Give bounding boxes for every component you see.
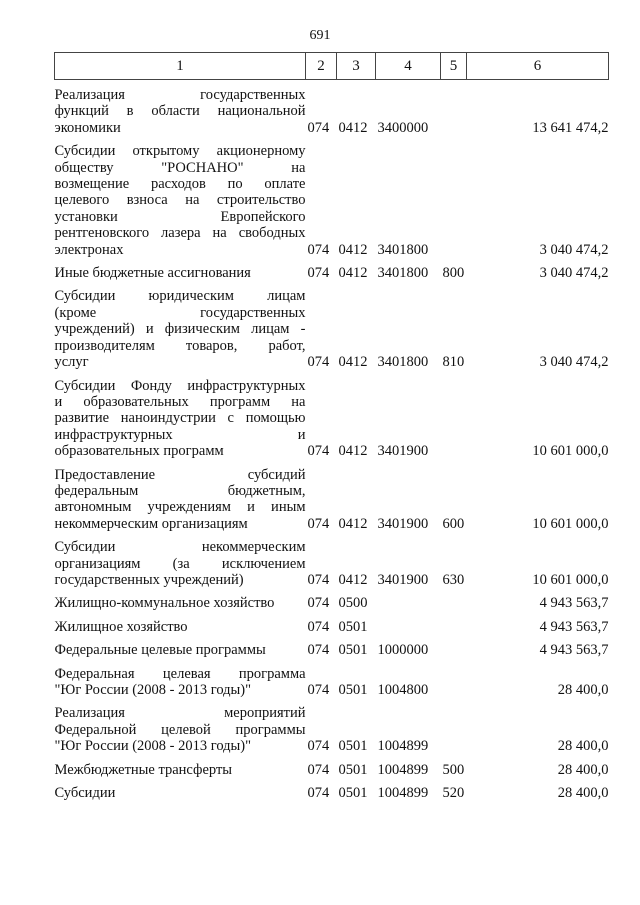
description-line: Предоставление субсидий <box>54 466 306 483</box>
table-row <box>55 532 609 588</box>
cell-c2: 074 <box>307 354 330 371</box>
cell-c4: 3401800 <box>377 354 429 371</box>
description-line: Субсидии Фонду инфраструктурных <box>54 377 306 394</box>
description-line: Субсидии открытому акционерному <box>54 143 306 160</box>
description-line: Субсидии <box>54 785 116 802</box>
cell-c4: 1004899 <box>377 785 429 802</box>
cell-c2: 074 <box>307 642 330 659</box>
table-row <box>55 778 609 801</box>
description-line: услуг <box>54 354 89 371</box>
cell-c6: 3 040 474,2 <box>539 241 609 258</box>
table-row <box>55 281 609 370</box>
description-line: Межбюджетные трансферты <box>54 761 233 778</box>
cell-c6: 13 641 474,2 <box>532 119 609 136</box>
cell-c5: 500 <box>442 761 465 778</box>
cell-c3: 0500 <box>338 595 368 612</box>
cell-c2: 074 <box>307 618 330 635</box>
cell-c5 <box>441 80 467 137</box>
cell-c4: 3400000 <box>377 119 429 136</box>
cell-c6: 4 943 563,7 <box>539 595 609 612</box>
cell-c4: 1004899 <box>377 761 429 778</box>
cell-c6: 28 400,0 <box>557 761 609 778</box>
description-line: целевого взноса на строительство <box>54 192 306 209</box>
cell-c5 <box>441 136 467 258</box>
cell-c5 <box>441 635 467 658</box>
cell-c5: 600 <box>442 515 465 532</box>
cell-c5 <box>441 588 467 611</box>
cell-c5 <box>441 612 467 635</box>
description-line: функций в области национальной <box>54 103 306 120</box>
page-number: 691 <box>309 28 331 43</box>
row-description <box>55 532 306 588</box>
row-description <box>55 460 306 533</box>
row-description <box>55 698 306 754</box>
description-line: (кроме государственных <box>54 304 306 321</box>
description-line: рентгеновского лазера на свободных <box>54 225 306 242</box>
description-line: Субсидии некоммерческим <box>54 539 306 556</box>
header-row <box>55 53 609 80</box>
cell-c2: 074 <box>307 265 330 282</box>
description-line: Иные бюджетные ассигнования <box>54 265 251 282</box>
description-line: Реализация государственных <box>54 87 306 103</box>
description-line: экономики <box>54 119 121 136</box>
description-line: учреждений) и физическим лицам - <box>54 321 306 338</box>
cell-c5: 800 <box>442 265 465 282</box>
header-col-6: 6 <box>467 53 609 80</box>
description-line: Жилищно-коммунальное хозяйство <box>54 595 275 612</box>
cell-c3: 0412 <box>338 119 368 136</box>
cell-c6: 10 601 000,0 <box>532 571 609 588</box>
description-line: "Юг России (2008 - 2013 годы)" <box>54 682 252 698</box>
cell-c4: 3401800 <box>377 265 429 282</box>
row-description <box>55 258 306 281</box>
cell-c2: 074 <box>307 515 330 532</box>
cell-c3: 0501 <box>338 682 368 698</box>
description-line: Реализация мероприятий <box>54 705 306 722</box>
cell-c5: 630 <box>442 571 465 588</box>
row-description <box>55 281 306 370</box>
cell-c3: 0501 <box>338 618 368 635</box>
row-description <box>55 371 306 460</box>
cell-c3: 0501 <box>338 761 368 778</box>
description-line: производителям товаров, работ, <box>54 337 306 354</box>
description-line: Субсидии юридическим лицам <box>54 288 306 305</box>
cell-c3: 0501 <box>338 642 368 659</box>
cell-c3: 0412 <box>338 241 368 258</box>
cell-c4: 3401900 <box>377 515 429 532</box>
cell-c5: 520 <box>442 785 465 802</box>
description-line: "Юг России (2008 - 2013 годы)" <box>54 738 252 755</box>
cell-c3: 0501 <box>338 785 368 802</box>
cell-c3: 0412 <box>338 354 368 371</box>
cell-c2: 074 <box>307 119 330 136</box>
cell-c4 <box>376 588 441 611</box>
description-line: Жилищное хозяйство <box>54 618 188 635</box>
cell-c6: 28 400,0 <box>557 785 609 802</box>
description-line: образовательных программ <box>54 443 224 460</box>
cell-c2: 074 <box>307 241 330 258</box>
row-description <box>55 612 306 635</box>
row-description <box>55 755 306 778</box>
row-description <box>55 80 306 137</box>
cell-c6: 28 400,0 <box>557 682 609 698</box>
cell-c2: 074 <box>307 682 330 698</box>
cell-c4: 3401900 <box>377 571 429 588</box>
header-col-4: 4 <box>376 53 441 80</box>
description-line: Федеральная целевая программа <box>54 665 306 682</box>
cell-c6: 3 040 474,2 <box>539 354 609 371</box>
description-line: организациям (за исключением <box>54 555 306 572</box>
cell-c6: 10 601 000,0 <box>532 515 609 532</box>
table-row <box>55 460 609 533</box>
description-line: некоммерческим организациям <box>54 515 248 532</box>
table-row <box>55 659 609 699</box>
row-description <box>55 659 306 699</box>
table-row <box>55 635 609 658</box>
table-row <box>55 80 609 137</box>
table-row <box>55 588 609 611</box>
table-row <box>55 136 609 258</box>
description-line: возмещение расходов по оплате <box>54 176 306 193</box>
description-line: федеральным бюджетным, <box>54 482 306 499</box>
table-row <box>55 371 609 460</box>
table-row <box>55 755 609 778</box>
cell-c2: 074 <box>307 595 330 612</box>
cell-c6: 4 943 563,7 <box>539 618 609 635</box>
header-col-2: 2 <box>306 53 337 80</box>
cell-c6: 10 601 000,0 <box>532 443 609 460</box>
row-description <box>55 635 306 658</box>
cell-c2: 074 <box>307 738 330 755</box>
description-line: обществу "РОСНАНО" на <box>54 159 306 176</box>
cell-c2: 074 <box>307 785 330 802</box>
cell-c4: 1004899 <box>377 738 429 755</box>
cell-c6: 28 400,0 <box>557 738 609 755</box>
cell-c3: 0501 <box>338 738 368 755</box>
description-line: Федеральные целевые программы <box>54 642 266 659</box>
cell-c4: 1004800 <box>377 682 429 698</box>
description-line: автономным учреждениям и иным <box>54 499 306 516</box>
cell-c5 <box>441 698 467 754</box>
description-line: Федеральной целевой программы <box>54 721 306 738</box>
cell-c3: 0412 <box>338 443 368 460</box>
cell-c4: 1000000 <box>377 642 429 659</box>
cell-c2: 074 <box>307 761 330 778</box>
description-line: и образовательных программ на <box>54 393 306 410</box>
cell-c6: 3 040 474,2 <box>539 265 609 282</box>
cell-c5 <box>441 371 467 460</box>
cell-c3: 0412 <box>338 515 368 532</box>
row-description <box>55 588 306 611</box>
table-row <box>55 698 609 754</box>
budget-table <box>54 52 609 801</box>
cell-c4: 3401900 <box>377 443 429 460</box>
cell-c4 <box>376 612 441 635</box>
header-col-1: 1 <box>55 53 306 80</box>
cell-c6: 4 943 563,7 <box>539 642 609 659</box>
cell-c3: 0412 <box>338 265 368 282</box>
description-line: государственных учреждений) <box>54 571 244 588</box>
description-line: установки Европейского <box>54 208 306 225</box>
description-line: инфраструктурных и <box>54 426 306 443</box>
row-description <box>55 136 306 258</box>
cell-c4: 3401800 <box>377 241 429 258</box>
cell-c2: 074 <box>307 571 330 588</box>
description-line: развитие наноиндустрии с помощью <box>54 410 306 427</box>
row-description <box>55 778 306 801</box>
cell-c2: 074 <box>307 443 330 460</box>
cell-c5: 810 <box>442 354 465 371</box>
table-row <box>55 612 609 635</box>
header-col-5: 5 <box>441 53 467 80</box>
header-col-3: 3 <box>337 53 376 80</box>
table-row <box>55 258 609 281</box>
description-line: электронах <box>54 241 124 258</box>
cell-c3: 0412 <box>338 571 368 588</box>
cell-c5 <box>441 659 467 699</box>
